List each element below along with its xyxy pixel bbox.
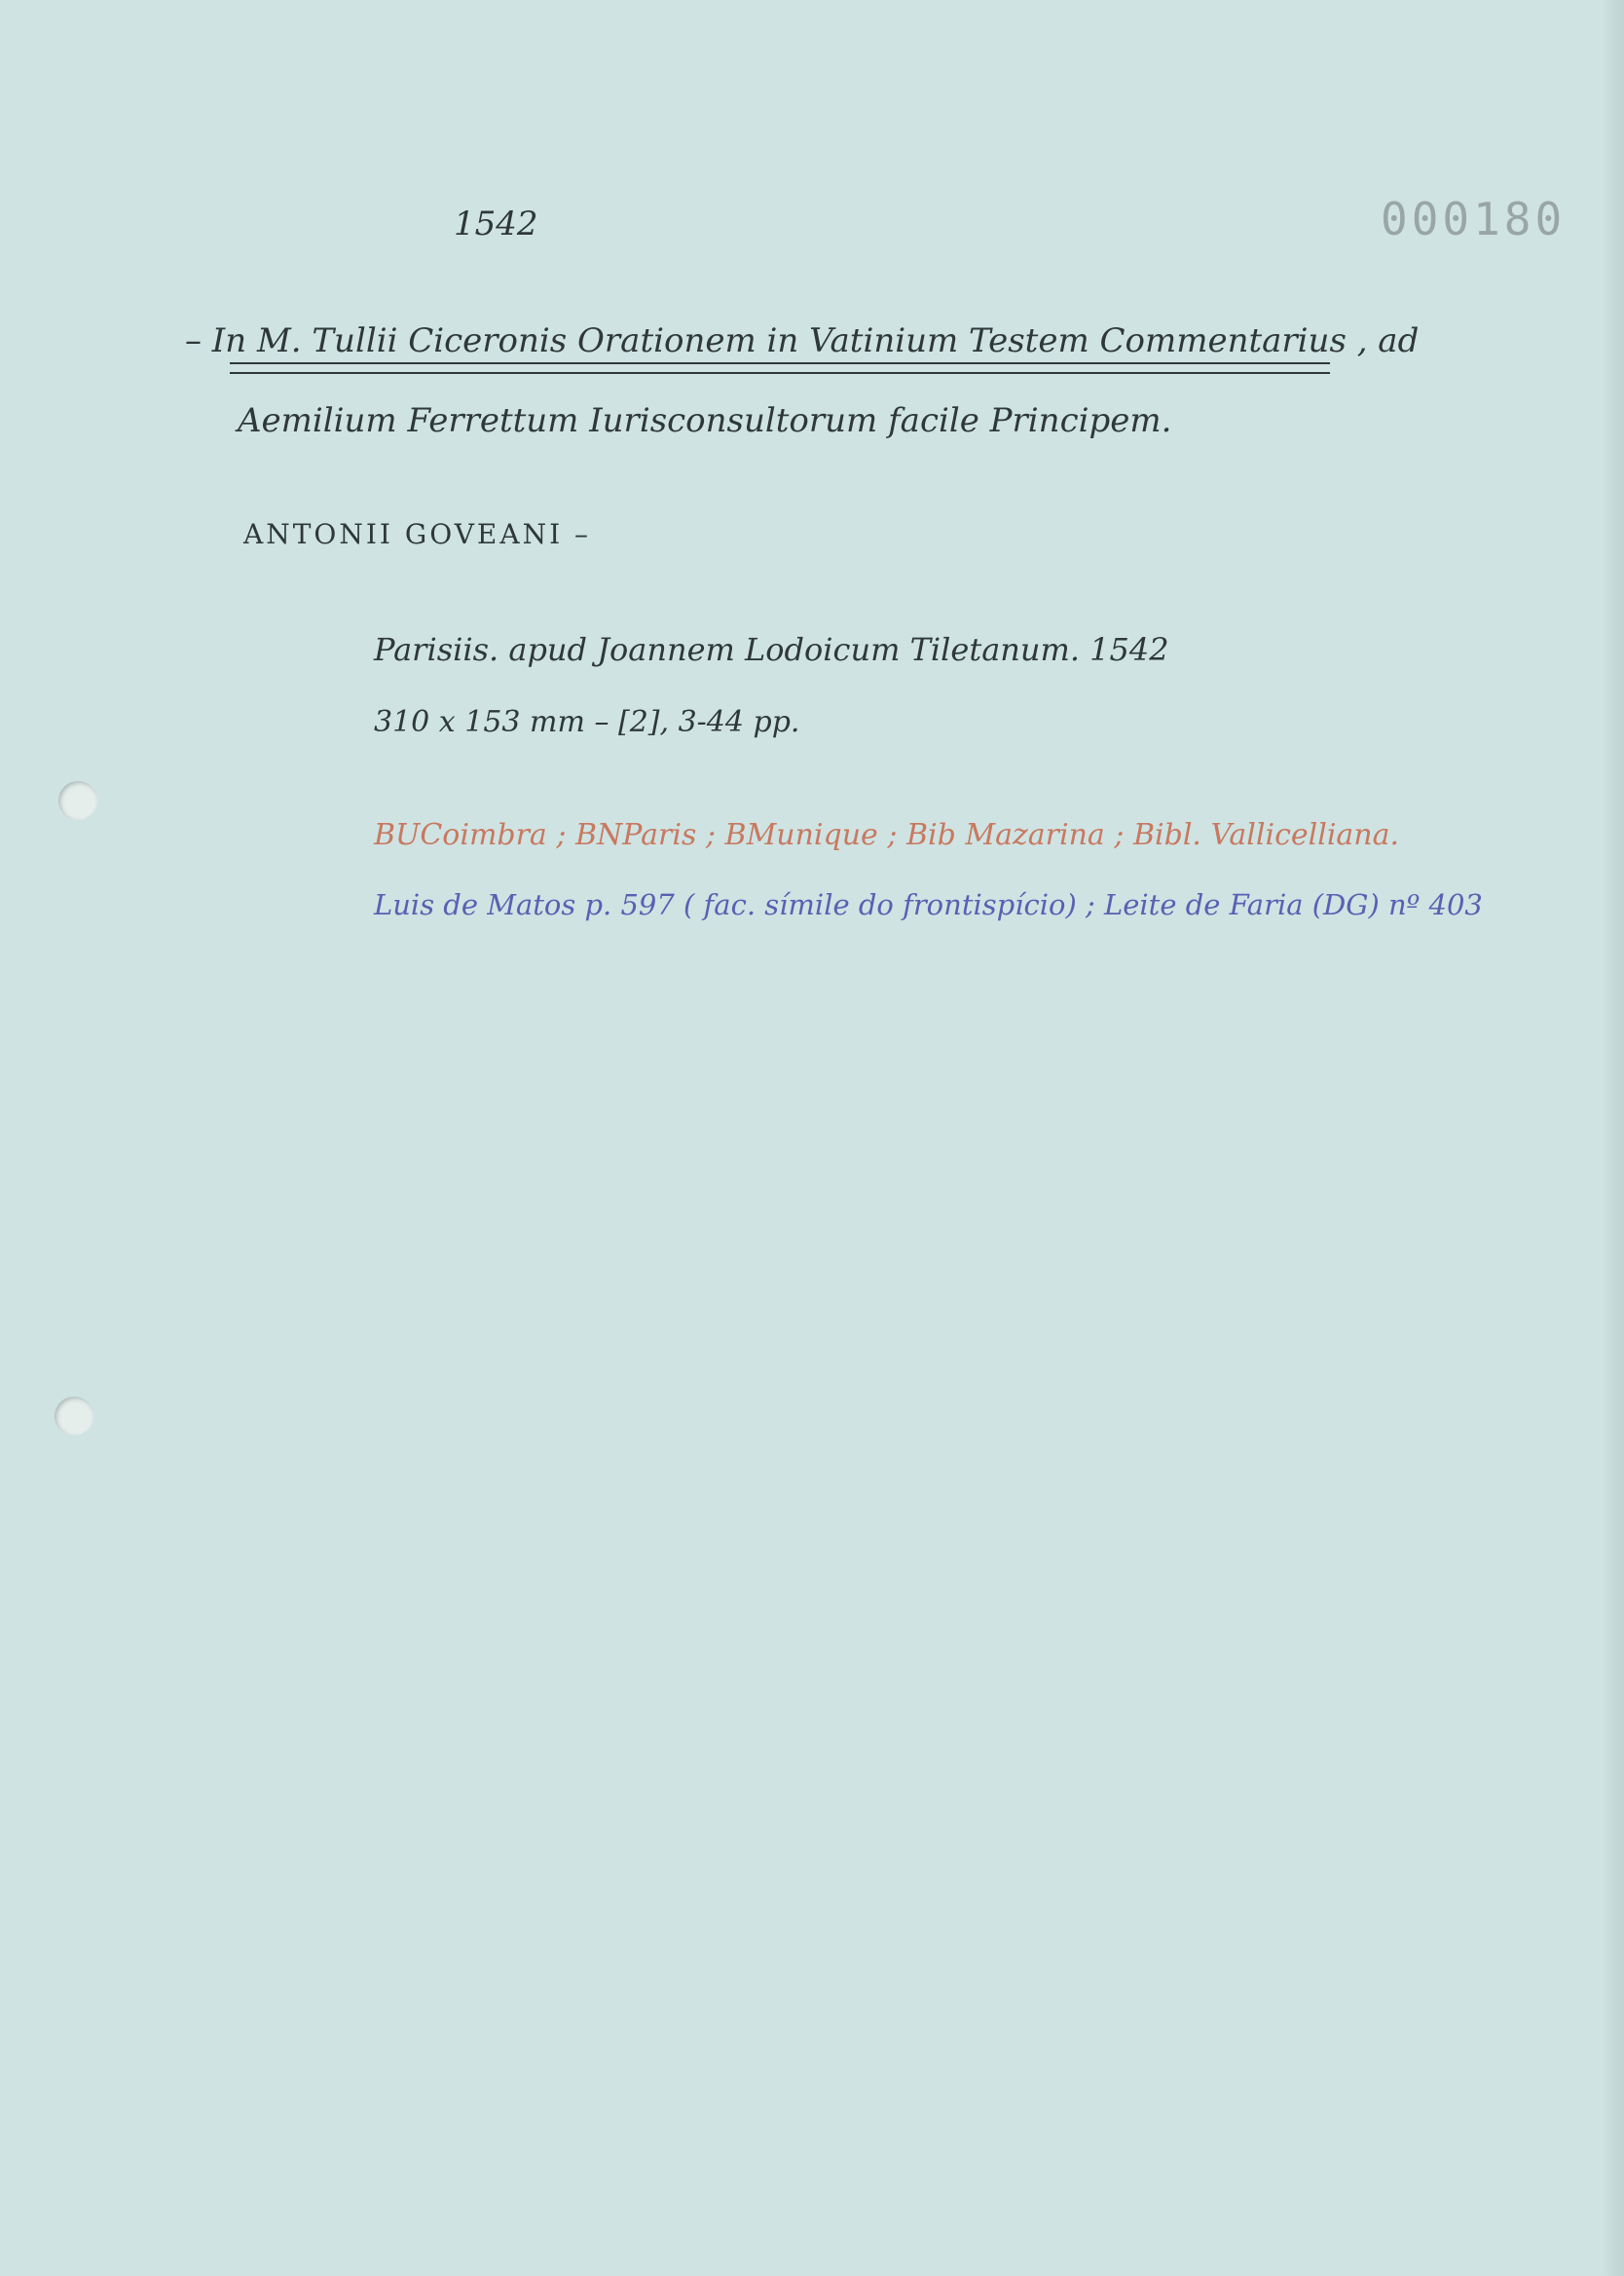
card-year: 1542 xyxy=(454,205,538,243)
author-name: ANTONII GOVEANI – xyxy=(243,518,592,550)
card-number-stamp: 000180 xyxy=(1381,193,1567,245)
holdings-line: BUCoimbra ; BNParis ; BMunique ; Bib Mazarina ; Bibl. Vallicelliana. xyxy=(374,818,1400,852)
paper-edge-shadow xyxy=(1601,0,1624,2276)
title-line-2: Aemilium Ferrettum Iurisconsultorum facile Principem. xyxy=(238,401,1172,440)
title-line-1: – In M. Tullii Ciceronis Orationem in Vatinium Testem Commentarius , ad xyxy=(185,321,1420,360)
punch-hole-top xyxy=(58,781,97,820)
punch-hole-bottom xyxy=(55,1397,93,1436)
imprint-line: Parisiis. apud Joannem Lodoicum Tiletanum. 1542 xyxy=(374,631,1169,668)
title-underline xyxy=(230,362,1330,374)
collation-line: 310 x 153 mm – [2], 3-44 pp. xyxy=(374,705,800,739)
references-line: Luis de Matos p. 597 ( fac. símile do frontispício) ; Leite de Faria (DG) nº 403 xyxy=(374,888,1483,921)
